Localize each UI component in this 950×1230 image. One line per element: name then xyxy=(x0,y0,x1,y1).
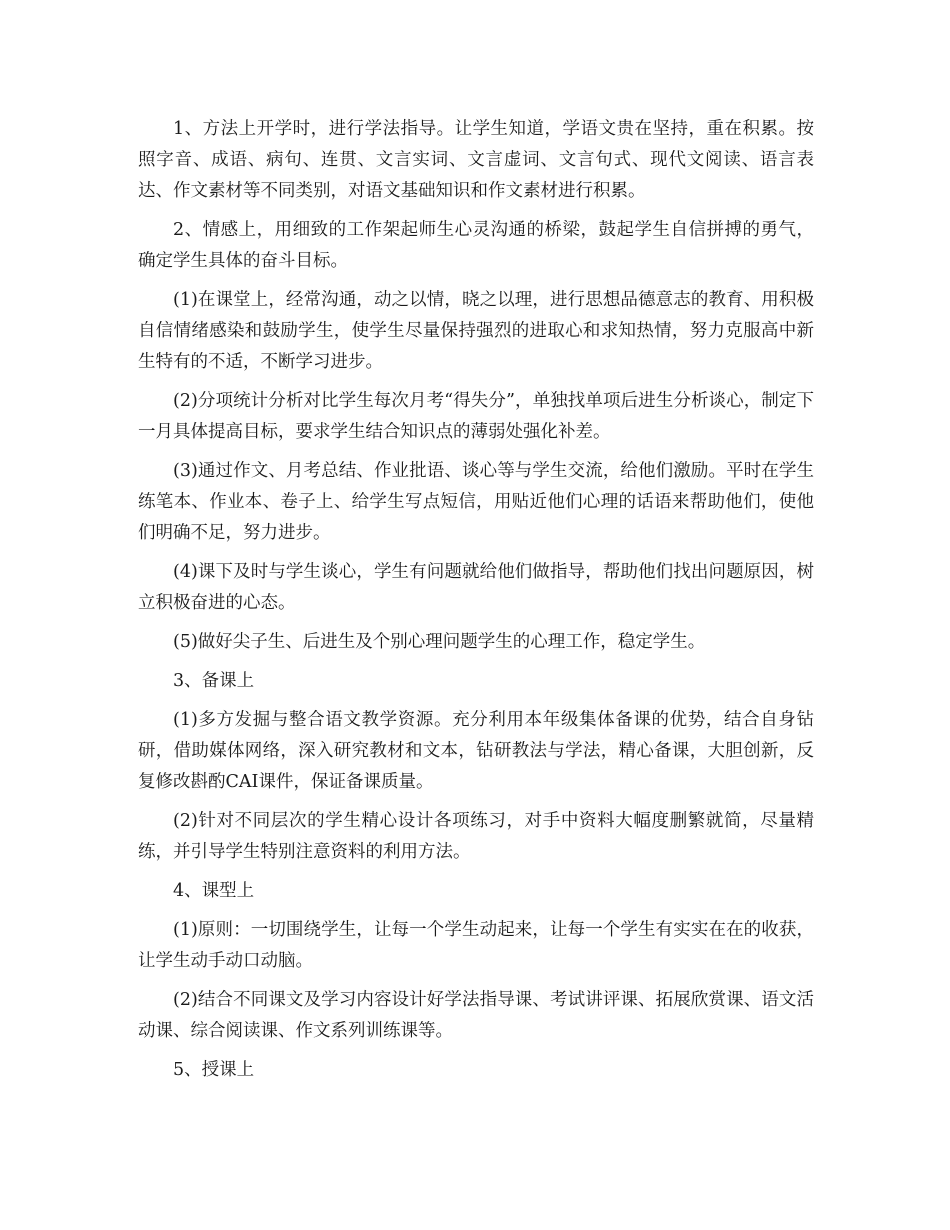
paragraph-emotion-item-2: (2)分项统计分析对比学生每次月考“得失分”，单独找单项后进生分析谈心，制定下一月具体提高目标，要求学生结合知识点的薄弱处强化补差。 xyxy=(138,391,814,442)
paragraph-method: 1、方法上开学时，进行学法指导。让学生知道，学语文贵在坚持，重在积累。按照字音、成语、病句、连贯、文言实词、文言虚词、文言句式、现代文阅读、语言表达、作文素材等不同类别，对语文基础知识和作文素材进行积累。 xyxy=(138,119,814,201)
paragraph-prep-item-2: (2)针对不同层次的学生精心设计各项练习，对手中资料大幅度删繁就简，尽量精练，并引导学生特别注意资料的利用方法。 xyxy=(138,811,814,862)
paragraph-emotion-item-3: (3)通过作文、月考总结、作业批语、谈心等与学生交流，给他们激励。平时在学生练笔本、作业本、卷子上、给学生写点短信，用贴近他们心理的话语来帮助他们，使他们明确不足，努力进步。 xyxy=(138,461,814,543)
paragraph-emotion-item-1: (1)在课堂上，经常沟通，动之以情，晓之以理，进行思想品德意志的教育、用积极自信情绪感染和鼓励学生，使学生尽量保持强烈的进取心和求知热情，努力克服高中新生特有的不适，不断学习进步。 xyxy=(138,290,814,372)
paragraph-emotion-item-4: (4)课下及时与学生谈心，学生有问题就给他们做指导，帮助他们找出问题原因，树立积极奋进的心态。 xyxy=(138,562,814,613)
paragraph-emotion-item-5: (5)做好尖子生、后进生及个别心理问题学生的心理工作，稳定学生。 xyxy=(173,632,706,652)
paragraph-type-item-1: (1)原则：一切围绕学生，让每一个学生动起来，让每一个学生有实实在在的收获，让学生动手动口动脑。 xyxy=(138,920,814,971)
paragraph-type-item-2: (2)结合不同课文及学习内容设计好学法指导课、考试讲评课、拓展欣赏课、语文活动课、综合阅读课、作文系列训练课等。 xyxy=(138,990,814,1041)
heading-teaching: 5、授课上 xyxy=(173,1060,255,1080)
heading-lesson-type: 4、课型上 xyxy=(173,881,255,901)
heading-lesson-prep: 3、备课上 xyxy=(173,671,255,691)
document-body xyxy=(138,114,814,1094)
paragraph-emotion: 2、情感上，用细致的工作架起师生心灵沟通的桥梁，鼓起学生自信拼搏的勇气，确定学生具体的奋斗目标。 xyxy=(138,220,814,271)
paragraph-prep-item-1: (1)多方发掘与整合语文教学资源。充分利用本年级集体备课的优势，结合自身钻研，借助媒体网络，深入研究教材和文本，钻研教法与学法，精心备课，大胆创新，反复修改斟酌CAI课件，保证备课质量。 xyxy=(138,710,814,792)
